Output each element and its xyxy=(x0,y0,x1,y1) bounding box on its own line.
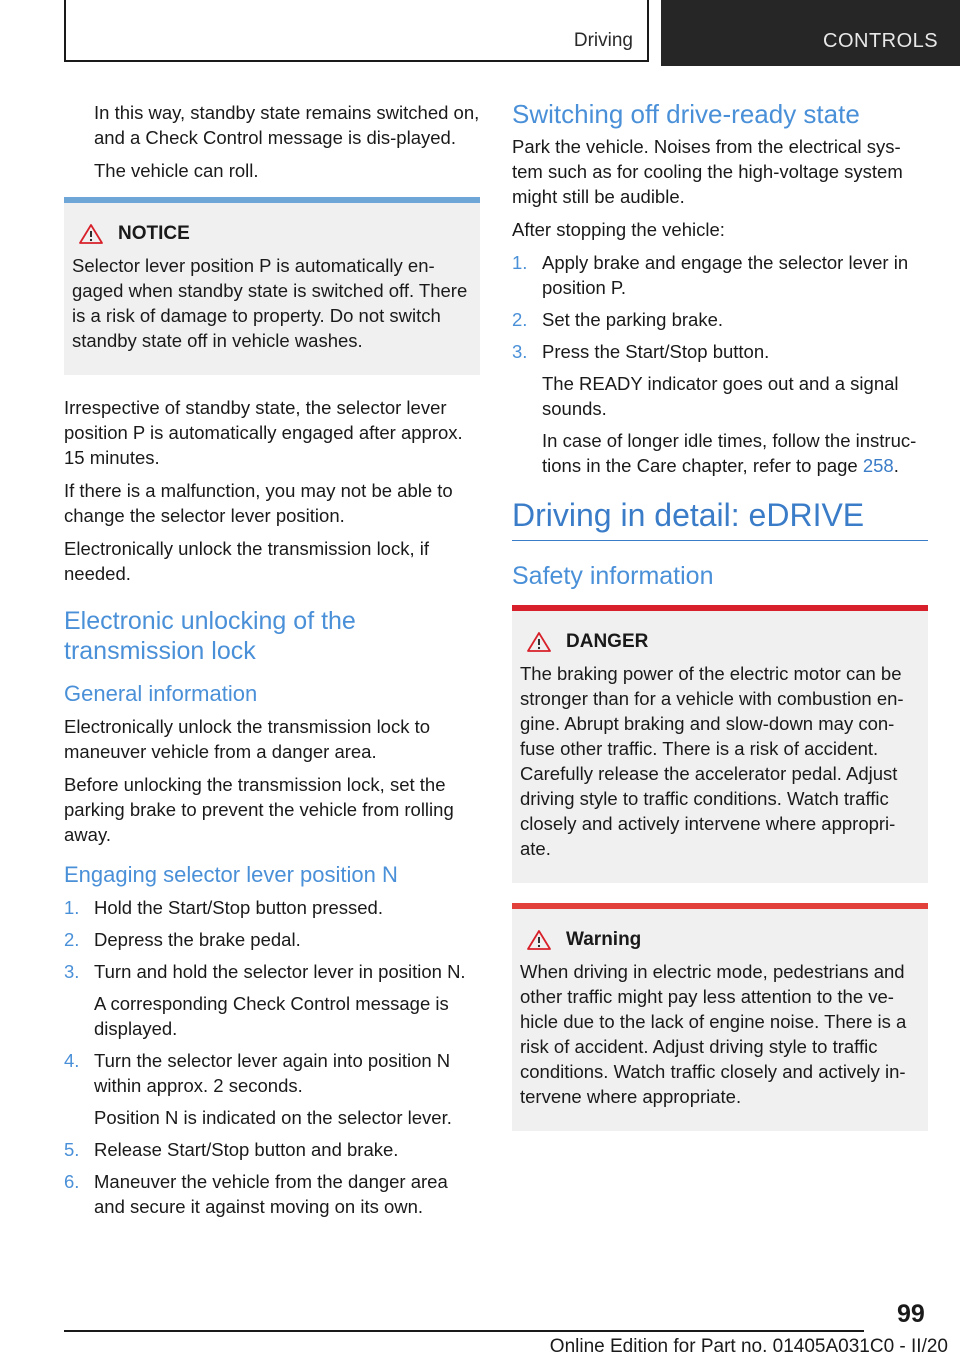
warning-box xyxy=(512,903,928,1131)
general-paragraph-1: Electronically unlock the transmission lock to maneuver vehicle from a danger area. xyxy=(64,716,431,762)
paragraph-malfunction: If there is a malfunction, you may not be able to change the selector lever position. xyxy=(64,480,453,526)
list-item: 1. Hold the Start/Stop button pressed. xyxy=(64,897,383,918)
header-chapter-label: CONTROLS xyxy=(823,30,939,52)
page-number: 99 xyxy=(897,1300,925,1328)
intro-paragraph-1: In this way, standby state remains switched on, and a Check Control message is dis-played. xyxy=(94,102,480,148)
paragraph-standby: Irrespective of standby state, the selector lever position P is automatically engaged after approx. 15 minutes. xyxy=(64,397,463,468)
heading-safety-information: Safety information xyxy=(512,562,714,590)
danger-title: DANGER xyxy=(520,631,920,653)
list-item: 2. Depress the brake pedal. xyxy=(64,929,301,950)
left-column xyxy=(64,100,480,1226)
footer-divider xyxy=(64,1330,864,1332)
header-section-frame xyxy=(64,0,649,62)
switching-steps-list xyxy=(512,250,928,478)
switching-paragraph-1: Park the vehicle. Noises from the electrical sys-tem such as for cooling the high-voltage system might still be audible. xyxy=(512,136,903,207)
header-chapter-tab xyxy=(661,0,960,66)
warning-body: When driving in electric mode, pedestrians and other traffic might pay less attention to the ve-hicle due to the lack of engine noise. There is a risk of accident. Adjust driving style to traffic conditions. Watch traffic closely and actively in-tervene where appropriate. xyxy=(520,961,907,1107)
warning-triangle-icon xyxy=(526,929,552,951)
list-item: 1. Apply brake and engage the selector lever in position P. xyxy=(512,252,909,298)
warning-triangle-icon xyxy=(526,631,552,653)
warning-title: Warning xyxy=(520,929,920,951)
heading-electronic-unlocking: Electronic unlocking of the transmission lock xyxy=(64,607,356,665)
list-item: 2. Set the parking brake. xyxy=(512,309,723,330)
general-paragraph-2: Before unlocking the transmission lock, set the parking brake to prevent the vehicle from rolling away. xyxy=(64,774,454,845)
warning-triangle-icon xyxy=(78,223,104,245)
list-item: 3. Press the Start/Stop button. The READY indicator goes out and a signal sounds. In case of longer idle times, follow the instruc-tions in the Care chapter, refer to page 258. xyxy=(512,341,917,476)
list-item: 5. Release Start/Stop button and brake. xyxy=(64,1139,399,1160)
notice-title: NOTICE xyxy=(72,223,472,245)
notice-body: Selector lever position P is automatically en-gaged when standby state is switched off. There is a risk of damage to property. Do not switch standby state off in vehicle washes. xyxy=(72,255,468,351)
page-header xyxy=(0,0,960,66)
intro-paragraph-2: The vehicle can roll. xyxy=(94,160,259,181)
list-item: 3. Turn and hold the selector lever in position N. A corresponding Check Control message is displayed. xyxy=(64,961,466,1039)
engaging-steps-list xyxy=(64,895,480,1219)
list-item: 6. Maneuver the vehicle from the danger area and secure it against moving on its own. xyxy=(64,1171,448,1217)
footer-edition: Online Edition for Part no. 01405A031C0 - II/20 xyxy=(549,1336,948,1357)
heading-switching-off: Switching off drive-ready state xyxy=(512,99,860,129)
heading-general-information: General information xyxy=(64,681,258,706)
header-section-label: Driving xyxy=(573,30,633,51)
switching-paragraph-2: After stopping the vehicle: xyxy=(512,219,725,240)
page-link-258[interactable]: 258 xyxy=(862,455,894,476)
danger-box xyxy=(512,605,928,883)
danger-body: The braking power of the electric motor can be stronger than for a vehicle with combustion en-gine. Abrupt braking and slow-down may con-fuse other traffic. There is a risk of accident. Carefully release the accelerator pedal. Adjust driving style to traffic conditions. Watch traffic closely and actively intervene where appropri-ate. xyxy=(520,663,904,859)
list-item: 4. Turn the selector lever again into position N within approx. 2 seconds. Position N is indicated on the selector lever. xyxy=(64,1050,452,1128)
right-column xyxy=(512,100,928,1151)
heading-engaging-position-n: Engaging selector lever position N xyxy=(64,862,398,887)
paragraph-unlock: Electronically unlock the transmission lock, if needed. xyxy=(64,538,430,584)
notice-box xyxy=(64,197,480,375)
heading-driving-in-detail: Driving in detail: eDRIVE xyxy=(512,496,928,541)
